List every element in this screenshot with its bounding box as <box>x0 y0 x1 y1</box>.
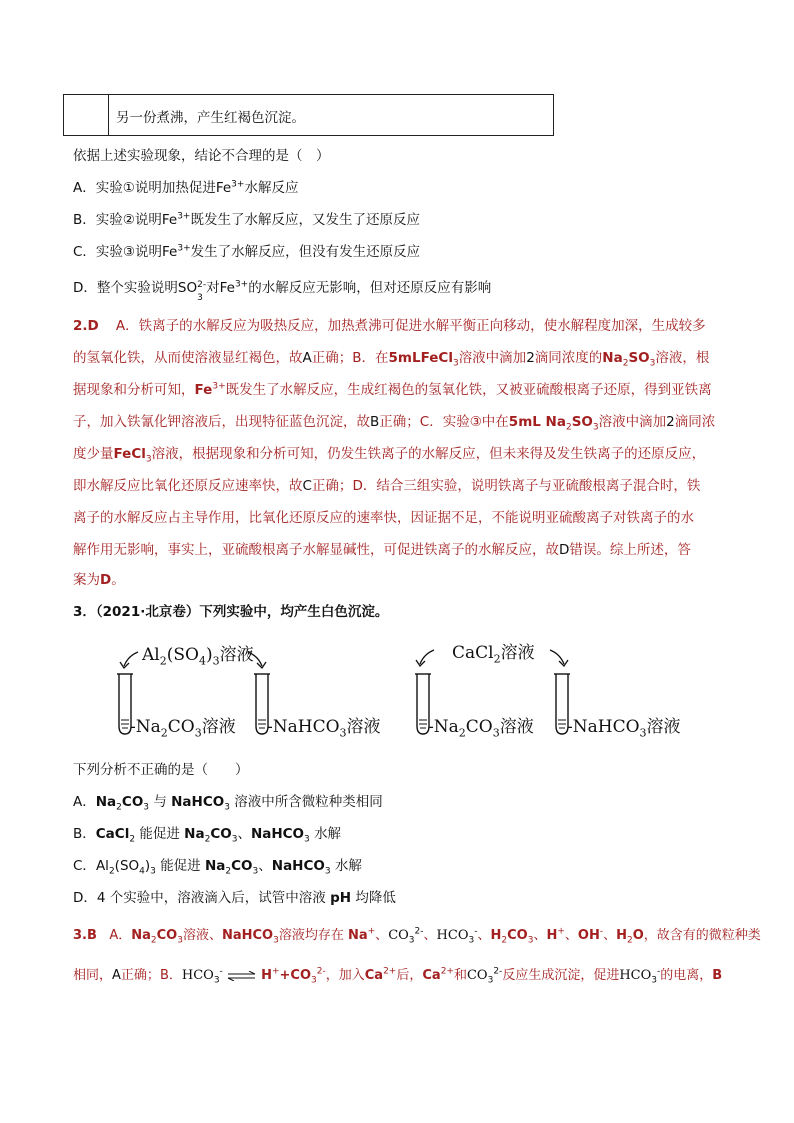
q2-option-c: C．实验③说明$Fe^{3+}$发生了水解反应，但没有发生还原反应 <box>73 243 421 260</box>
table-cell-text: 另一份煮沸，产生红褐色沉淀。 <box>116 110 305 126</box>
q3-option-b: B．CaCl$_2$ 能促进 $Na_2CO_3$、NaHCO$_3$ 水解 <box>73 826 342 845</box>
a3-label: 3.B <box>73 928 97 943</box>
q3-option-a: A．$Na_2CO_3$ 与 NaHCO$_3$ 溶液中所含微粒种类相同 <box>73 794 383 813</box>
q3-stem: 3．（2021·北京卷）下列实验中，均产生白色沉淀。 <box>73 604 389 620</box>
a2-line-3: 据现象和分析可知，$Fe^{3+}$既发生了水解反应，生成红褐色的氢氧化铁，又被亚硫酸根离子还原，得到亚铁离 <box>73 381 712 398</box>
a3-line-2: 相同，A正确；B．$HCO_3^-$ $H^++CO_3^{2-}$，加入$Ca^{2+}$后，$Ca^{2+}$和$CO_3^{2-}$反应生成沉淀，促进$HCO_3^-$的电离，B <box>73 966 723 986</box>
a3-line-1: 3.B A．$Na_2CO_3$溶液、NaHCO$_3$溶液均存在 Na+、$CO_3^{2-}$、$HCO_3^-$、$H_2CO_3$、H+、OH-、$H_2O$，故含有的微粒种类 <box>73 926 761 946</box>
q2-option-d: D．整个实验说明SO 2- 3 对$Fe^{3+}$的水解反应无影响，但对还原反应有影响 <box>73 279 492 303</box>
q3-ask: 下列分析不正确的是（ ） <box>73 762 249 778</box>
tube4-label: -NaHCO$_3$溶液 <box>567 717 681 740</box>
a2-line-8: 解作用无影响，事实上，亚硫酸根离子水解显碱性，可促进铁离子的水解反应，故D错误。综上所述，答 <box>73 542 691 558</box>
tube2-label: -NaHCO$_3$溶液 <box>267 717 381 740</box>
q3-option-c: C．$Al_2(SO_4)_3$ 能促进 $Na_2CO_3$、NaHCO$_3$ 水解 <box>73 858 362 877</box>
a2-line-2: 的氢氧化铁，从而使溶液显红褐色，故A正确；B．在5mLFeCl$_3$溶液中滴加2滴同浓度的$Na_2SO_3$溶液，根 <box>73 350 710 369</box>
q2-option-b: B．实验②说明$Fe^{3+}$既发生了水解反应，又发生了还原反应 <box>73 211 420 228</box>
tube1-label: $-Na_2CO_3$溶液 <box>130 717 236 740</box>
experiment-table-row <box>63 94 554 136</box>
q2-stem: 依据上述实验现象，结论不合理的是（ ） <box>73 148 330 164</box>
a2-line-7: 离子的水解反应占主导作用，比氧化还原反应的速率快，因证据不足，不能说明亚硫酸离子对铁离子的水 <box>73 510 694 526</box>
table-cell-index <box>64 95 109 135</box>
equilibrium-arrow-icon <box>227 971 257 981</box>
tube3-label: $-Na_2CO_3$溶液 <box>428 717 534 740</box>
a2-line-9: 案为D。 <box>73 572 125 588</box>
right-reagent-label: CaCl$_2$溶液 <box>452 643 535 666</box>
a2-label: 2.D <box>73 318 99 334</box>
q3-option-d: D．4 个实验中，溶液滴入后，试管中溶液 pH 均降低 <box>73 890 396 906</box>
a2-line-5: 度少量FeCl$_3$溶液，根据现象和分析可知，仍发生铁离子的水解反应，但未来得及发生铁离子的还原反应， <box>73 446 706 465</box>
q3-figure <box>110 632 700 742</box>
a2-line-6: 即水解反应比氧化还原反应速率快，故C正确；D．结合三组实验，说明铁离子与亚硫酸根离子混合时，铁 <box>73 478 701 494</box>
a2-line-4: 子，加入铁氰化钾溶液后，出现特征蓝色沉淀，故B正确；C．实验③中在5mL $Na_2SO_3$溶液中滴加2滴同浓 <box>73 414 716 433</box>
q2-option-a: A．实验①说明加热促进$Fe^{3+}$水解反应 <box>73 179 299 196</box>
a2-line-1: 2.D A．铁离子的水解反应为吸热反应，加热煮沸可促进水解平衡正向移动，使水解程度加深，生成较多 <box>73 318 706 334</box>
left-reagent-label: $Al_2(SO_4)_3$溶液 <box>142 645 254 668</box>
